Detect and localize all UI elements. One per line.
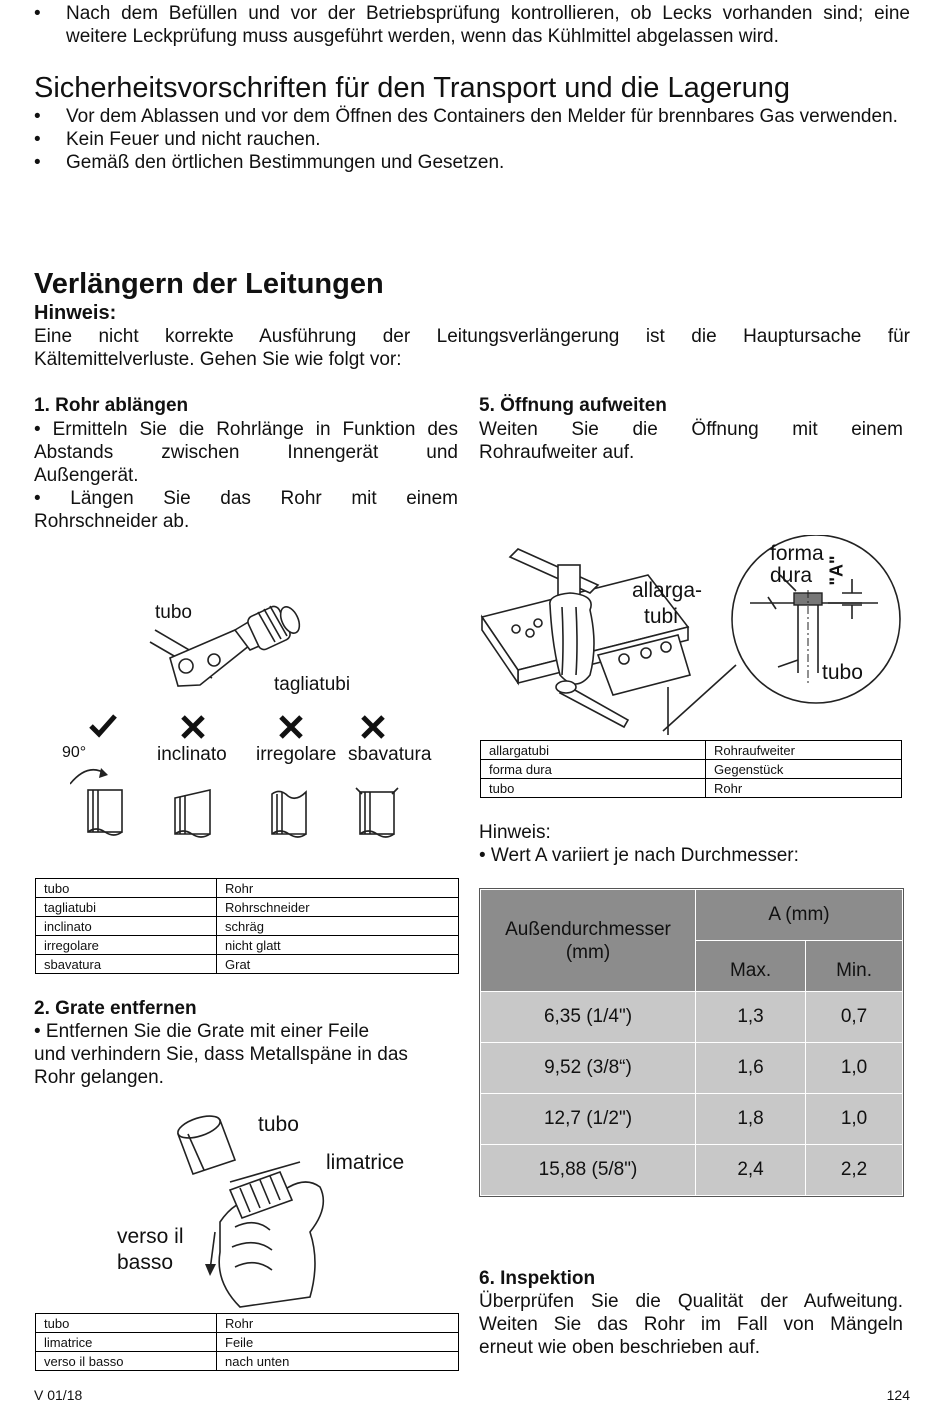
table-header-row bbox=[481, 890, 903, 941]
table-row bbox=[481, 1094, 903, 1145]
cross-icon bbox=[360, 714, 386, 740]
safety-heading: Sicherheitsvorschriften für den Transport und die Lagerung bbox=[34, 72, 791, 104]
legend-term: irregolare bbox=[36, 936, 217, 955]
footer-version: V 01/18 bbox=[34, 1387, 83, 1403]
safety-bullet-list bbox=[34, 105, 910, 174]
step1-text-line: • Längen Sie das Rohr mit einem bbox=[34, 488, 458, 509]
fig5-label-allarga: tubi bbox=[644, 605, 678, 628]
fig1-label-angle: 90° bbox=[62, 744, 87, 761]
step5-note-label: Hinweis: bbox=[479, 822, 551, 843]
step2-title: 2. Grate entfernen bbox=[34, 998, 197, 1019]
fig5-label-tubo: tubo bbox=[822, 661, 863, 684]
legend-row bbox=[481, 741, 902, 760]
step5-legend-table bbox=[480, 740, 902, 798]
step2-text-line: und verhindern Sie, dass Metallspäne in das bbox=[34, 1044, 408, 1065]
legend-translation: Rohraufweiter bbox=[706, 741, 902, 760]
fig1-label-inclinato: inclinato bbox=[157, 744, 227, 765]
table-row bbox=[481, 1145, 903, 1196]
check-icon bbox=[88, 712, 118, 740]
flare-dimension-table bbox=[480, 889, 903, 1196]
step5-text-line: Rohraufweiter auf. bbox=[479, 442, 635, 463]
fig1-label-irregolare: irregolare bbox=[256, 744, 337, 765]
extension-note-line: Eine nicht korrekte Ausführung der Leitungsverlängerung ist die Hauptursache für bbox=[34, 326, 910, 347]
step5-note-text: • Wert A variiert je nach Durchmesser: bbox=[479, 845, 799, 866]
step6-title: 6. Inspektion bbox=[479, 1268, 596, 1289]
step1-text-line: Rohrschneider ab. bbox=[34, 511, 190, 532]
fig1-label-tagliatubi: tagliatubi bbox=[274, 674, 351, 695]
legend-translation: Feile bbox=[217, 1333, 459, 1352]
legend-translation: schräg bbox=[217, 917, 459, 936]
table-cell: 1,0 bbox=[806, 1094, 903, 1145]
legend-term: forma dura bbox=[481, 760, 706, 779]
extension-note-line: Kältemittelverluste. Gehen Sie wie folgt vor: bbox=[34, 349, 402, 370]
legend-translation: Rohr bbox=[706, 779, 902, 798]
intro-bullet: • Nach dem Befüllen und vor der Betriebsprüfung kontrollieren, ob Lecks vorhanden sind; eine weitere Leckprüfung muss ausgeführt werden, wenn das Kühlmittel abgelassen wird. bbox=[34, 2, 910, 48]
step1-text-line: Abstands zwischen Innengerät und bbox=[34, 442, 458, 463]
header-diameter-label: Außendurchmesser (mm) bbox=[505, 918, 671, 963]
fig5-label-forma: dura bbox=[770, 564, 813, 587]
legend-term: allargatubi bbox=[481, 741, 706, 760]
table-cell: 15,88 (5/8") bbox=[481, 1145, 696, 1196]
step5-title: 5. Öffnung aufweiten bbox=[479, 395, 667, 416]
safety-bullet: • Gemäß den örtlichen Bestimmungen und Gesetzen. bbox=[34, 151, 910, 174]
table-cell: 9,52 (3/8“) bbox=[481, 1043, 696, 1094]
legend-term: tubo bbox=[36, 879, 217, 898]
step2-legend-table bbox=[35, 1313, 459, 1371]
legend-row bbox=[36, 917, 459, 936]
fig5-label-forma: forma bbox=[770, 542, 824, 565]
table-cell: 2,2 bbox=[806, 1145, 903, 1196]
step6-text-line: Überprüfen Sie die Qualität der Aufweitung. bbox=[479, 1291, 903, 1312]
legend-row bbox=[481, 779, 902, 798]
step6-text-line: erneut wie oben beschrieben auf. bbox=[479, 1337, 760, 1358]
intro-bullet-list bbox=[34, 2, 910, 48]
footer-page-number: 124 bbox=[886, 1387, 910, 1403]
legend-row bbox=[36, 879, 459, 898]
table-cell: 6,35 (1/4") bbox=[481, 992, 696, 1043]
step2-text-line: Rohr gelangen. bbox=[34, 1067, 164, 1088]
legend-term: verso il basso bbox=[36, 1352, 217, 1371]
table-row bbox=[481, 1043, 903, 1094]
step1-text-line: • Ermitteln Sie die Rohrlänge in Funktion des bbox=[34, 419, 458, 440]
table-cell: 12,7 (1/2") bbox=[481, 1094, 696, 1145]
step6-text-line: Weiten Sie das Rohr im Fall von Mängeln bbox=[479, 1314, 903, 1335]
legend-translation: nicht glatt bbox=[217, 936, 459, 955]
legend-translation: Grat bbox=[217, 955, 459, 974]
header-max: Max. bbox=[696, 941, 806, 992]
extension-note-label: Hinweis: bbox=[34, 302, 117, 324]
legend-term: tubo bbox=[36, 1314, 217, 1333]
legend-term: limatrice bbox=[36, 1333, 217, 1352]
header-diameter bbox=[481, 890, 696, 992]
legend-row bbox=[36, 936, 459, 955]
legend-translation: nach unten bbox=[217, 1352, 459, 1371]
legend-row bbox=[36, 898, 459, 917]
safety-bullet: • Vor dem Ablassen und vor dem Öffnen des Containers den Melder für brennbares Gas verwenden. bbox=[34, 105, 910, 128]
fig5-label-allarga: allarga- bbox=[632, 579, 703, 602]
legend-term: inclinato bbox=[36, 917, 217, 936]
fig5-label-a-mark: "A" bbox=[826, 555, 847, 586]
table-cell: 0,7 bbox=[806, 992, 903, 1043]
table-row bbox=[481, 992, 903, 1043]
legend-translation: Gegenstück bbox=[706, 760, 902, 779]
fig2-label-limatrice: limatrice bbox=[326, 1151, 405, 1174]
table-cell: 1,8 bbox=[696, 1094, 806, 1145]
extension-heading: Verlängern der Leitungen bbox=[34, 268, 384, 300]
cross-icon bbox=[278, 714, 304, 740]
fig2-label-tubo: tubo bbox=[258, 1113, 299, 1136]
cross-icon bbox=[180, 714, 206, 740]
step5-text-line: Weiten Sie die Öffnung mit einem bbox=[479, 419, 903, 440]
pipe-cut-examples-illustration bbox=[70, 758, 420, 848]
legend-row bbox=[36, 1333, 459, 1352]
fig1-label-tubo: tubo bbox=[155, 602, 192, 623]
fig2-label-verso: verso il bbox=[117, 1225, 184, 1248]
step1-legend-table bbox=[35, 878, 459, 974]
legend-term: sbavatura bbox=[36, 955, 217, 974]
deburring-illustration bbox=[160, 1112, 360, 1312]
table-cell: 1,3 bbox=[696, 992, 806, 1043]
fig1-label-sbavatura: sbavatura bbox=[348, 744, 432, 765]
safety-bullet: • Kein Feuer und nicht rauchen. bbox=[34, 128, 910, 151]
table-cell: 1,0 bbox=[806, 1043, 903, 1094]
legend-translation: Rohrschneider bbox=[217, 898, 459, 917]
step2-text-line: • Entfernen Sie die Grate mit einer Feile bbox=[34, 1021, 370, 1042]
fig2-label-verso: basso bbox=[117, 1251, 174, 1274]
table-cell: 1,6 bbox=[696, 1043, 806, 1094]
legend-translation: Rohr bbox=[217, 1314, 459, 1333]
legend-term: tubo bbox=[481, 779, 706, 798]
legend-row bbox=[36, 1314, 459, 1333]
step1-title: 1. Rohr ablängen bbox=[34, 395, 189, 416]
legend-row bbox=[36, 955, 459, 974]
legend-translation: Rohr bbox=[217, 879, 459, 898]
legend-row bbox=[481, 760, 902, 779]
header-a: A (mm) bbox=[696, 890, 903, 941]
header-min: Min. bbox=[806, 941, 903, 992]
step1-text-line: Außengerät. bbox=[34, 465, 139, 486]
table-cell: 2,4 bbox=[696, 1145, 806, 1196]
legend-term: tagliatubi bbox=[36, 898, 217, 917]
legend-row bbox=[36, 1352, 459, 1371]
